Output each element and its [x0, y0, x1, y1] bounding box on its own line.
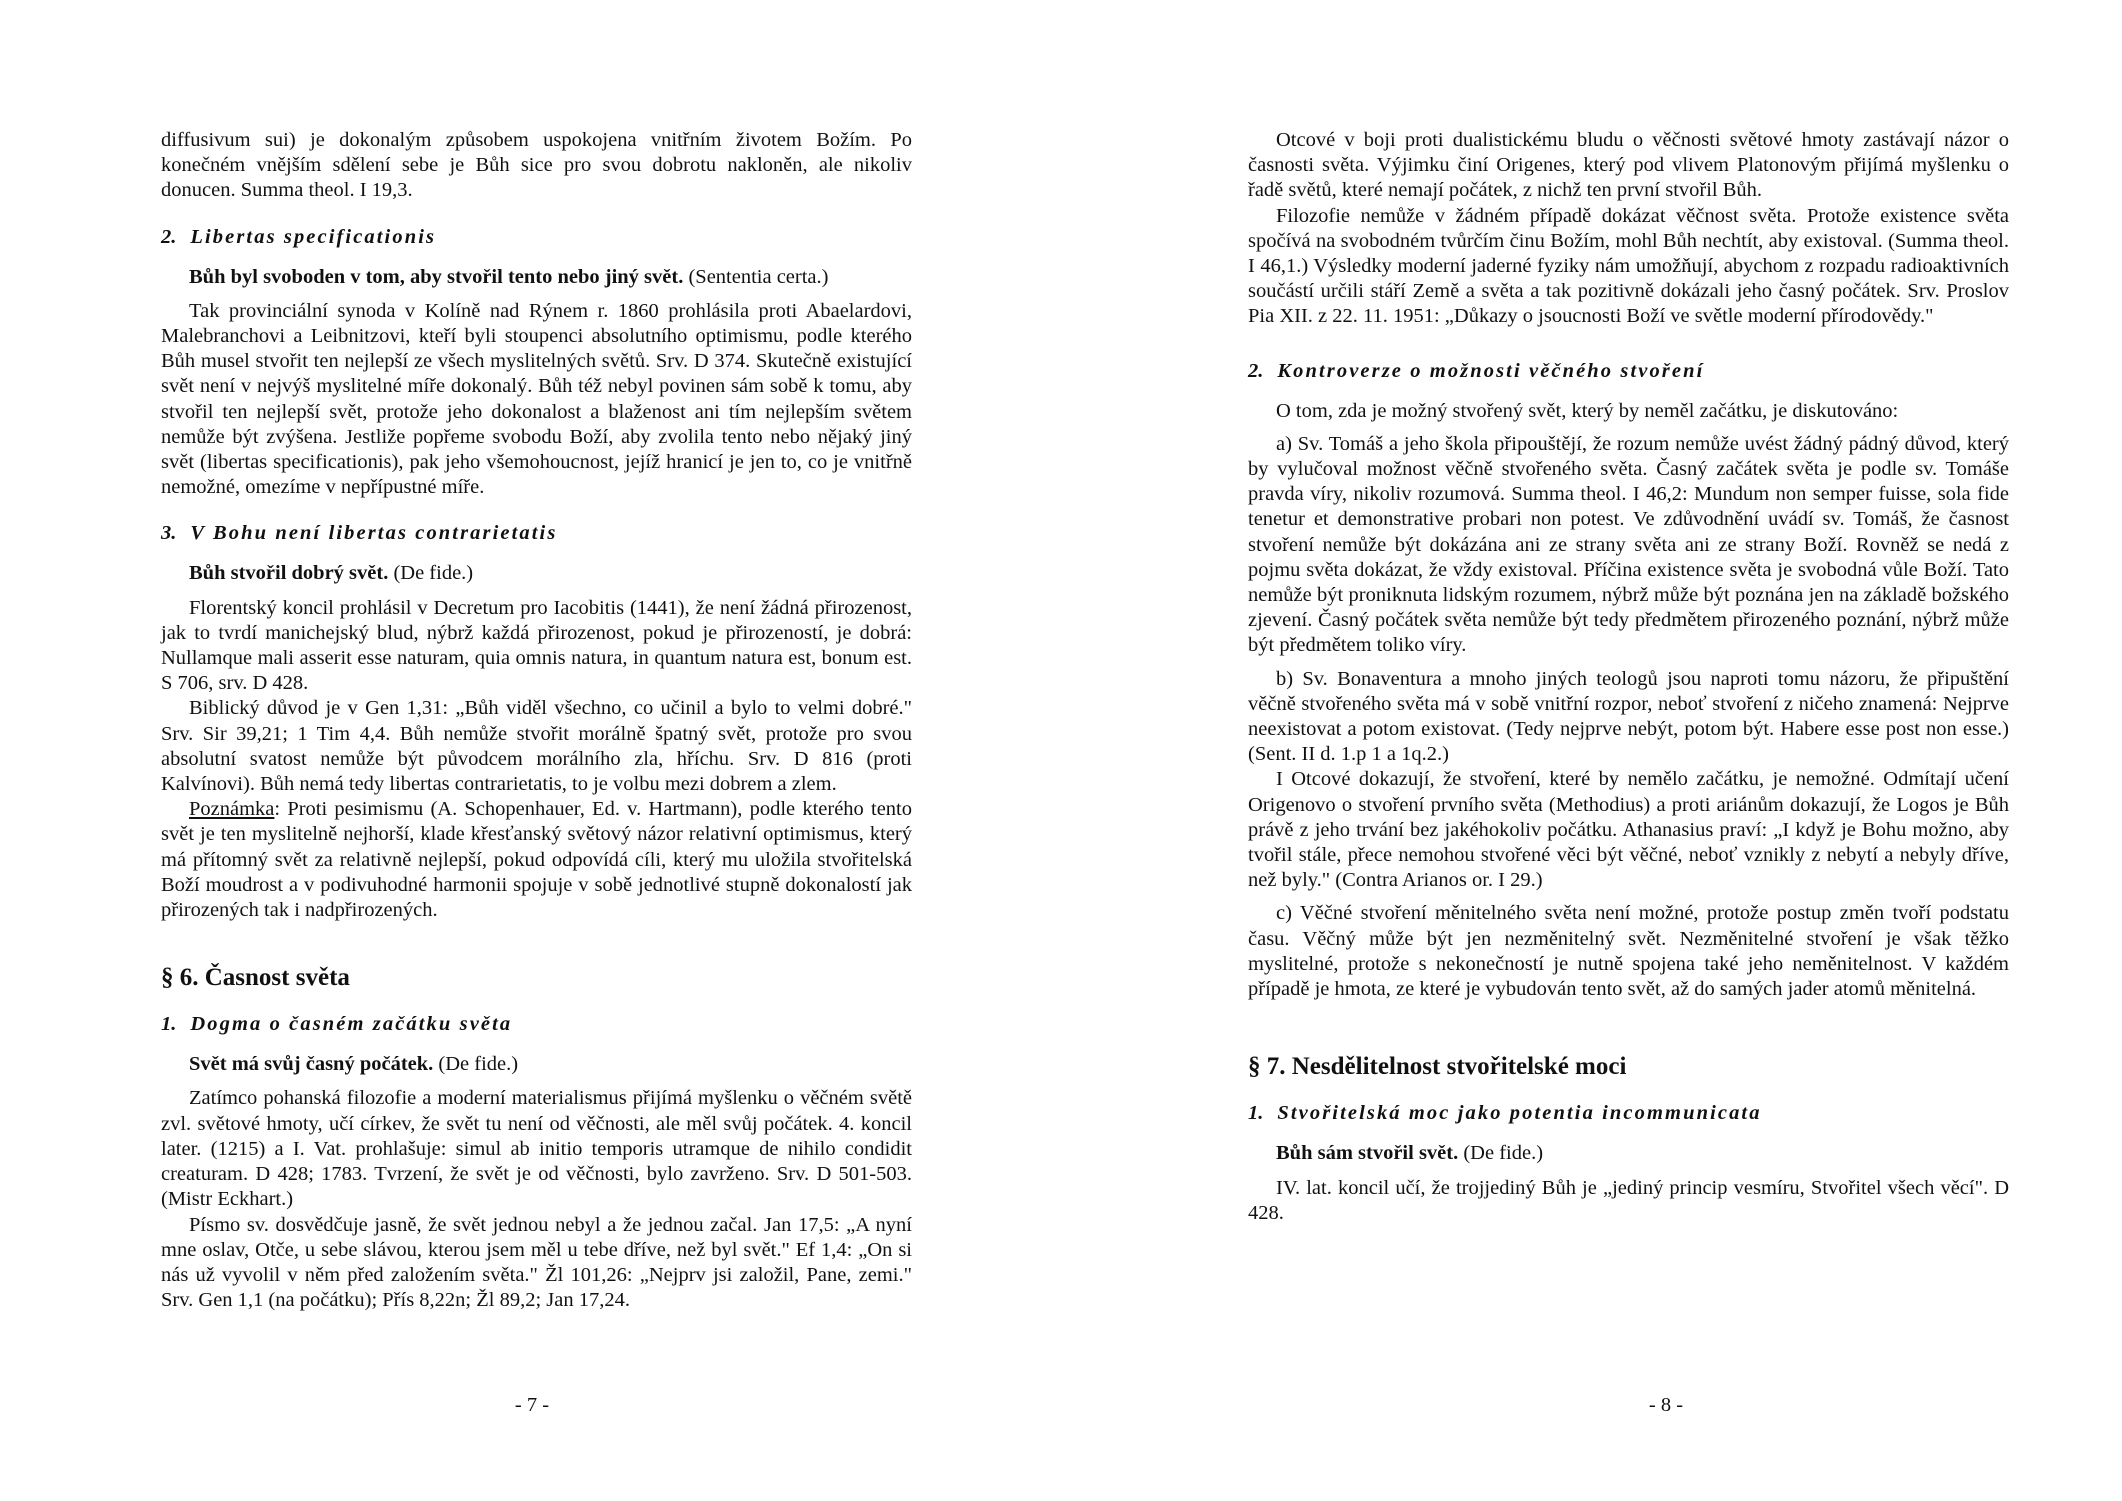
- thesis-certainty: (Sententia certa.): [683, 265, 829, 288]
- subheading-number: 3.: [161, 522, 177, 545]
- paragraph: IV. lat. koncil učí, že trojjediný Bůh je „jediný princip vesmíru, Stvořitel všech věcí". D 428.: [1248, 1176, 2009, 1224]
- thesis-certainty: (De fide.): [433, 1053, 519, 1076]
- paragraph: Florentský koncil prohlásil v Decretum pro Iacobitis (1441), že není žádná přirozenost, jak to tvrdí manichejský blud, nýbrž každá přirozenost, pokud je přirozeností, je dobrá: Nullamque mali asserit esse naturam, quia omnis natura, in quantum natura est, bonum est. S 706, srv. D 428.: [161, 596, 912, 695]
- subheading: [161, 522, 912, 545]
- right-page: [1061, 0, 2122, 1501]
- subheading: [161, 1013, 912, 1036]
- page-number: - 8 -: [1648, 1394, 1684, 1416]
- paragraph: diffusivum sui) je dokonalým způsobem uspokojena vnitřním životem Božím. Po konečném vnějším sdělení sebe je Bůh sice pro svou dobrotu nakloněn, ale nikoliv donucen. Summa theol. I 19,3.: [161, 129, 912, 202]
- paragraph: Tak provinciální synoda v Kolíně nad Rýnem r. 1860 prohlásila proti Abaelardovi, Malebranchovi a Leibnitzovi, kteří byli stoupenci absolutního optimismu, podle kterého Bůh musel stvořit ten nejlepší ze všech myslitelných světů. Srv. D 374. Skutečně existující svět není v nejvýš myslitelné míře dokonalý. Bůh též nebyl povinen sám sobě k tomu, aby stvořil ten nejlepší svět, protože jeho dokonalost a blaženost ani tím nejlepším světem nemůže být zvýšena. Jestliže popřeme svobodu Boží, aby zvolila tento nebo nějaký jiný svět (libertas specificationis), pak jeho všemohoucnost, jejíž hranicí je jen to, co je vnitřně nemožné, omezíme v nepřípustné míře.: [161, 299, 912, 499]
- subheading-title: Libertas specificationis: [190, 225, 437, 248]
- paragraph: Písmo sv. dosvědčuje jasně, že svět jednou nebyl a že jednou začal. Jan 17,5: „A nyní mne oslav, Otče, u sebe slávou, kterou jsem měl u tebe dříve, než byl svět." Ef 1,4: „On si nás už vyvolil v něm před založením světa." Žl 101,26: „Nejprv jsi založil, Pane, zemi." Srv. Gen 1,1 (na počátku); Přís 8,22n; Žl 89,2; Jan 17,24.: [161, 1213, 912, 1312]
- thesis-statement: Bůh stvořil dobrý svět.: [189, 562, 389, 585]
- subheading: [161, 226, 912, 249]
- section-heading: § 7. Nesdělitelnost stvořitelské moci: [1248, 1053, 1627, 1081]
- paragraph: c) Věčné stvoření měnitelného světa není možné, protože postup změn tvoří podstatu času. Věčný může být jen nezměnitelný svět. Nezměnitelné stvoření je však těžko myslitelné, protože s nekonečností je nutně spojena také jeho neměnitelnost. V každém případě je hmota, ze které je vybudován tento svět, až do samých jader atomů měnitelná.: [1248, 902, 2009, 1001]
- left-text-column: [161, 128, 912, 1313]
- paragraph: Biblický důvod je v Gen 1,31: „Bůh viděl všechno, co učinil a bylo to velmi dobré." Srv. Sir 39,21; 1 Tim 4,4. Bůh nemůže stvořit morálně špatný svět, protože pro svou absolutní svatost nemůže být původcem morálního zla, hříchu. Srv. D 816 (proti Kalvínovi). Bůh nemá tedy libertas contrarietatis, to je volbu mezi dobrem a zlem.: [161, 697, 912, 796]
- subheading-number: 2.: [1248, 359, 1264, 382]
- paragraph: a) Sv. Tomáš a jeho škola připouštějí, že rozum nemůže uvést žádný pádný důvod, který by vylučoval možnost věčně stvořeného světa. Časný začátek světa je podle sv. Tomáše pravda víry, nikoliv rozumová. Summa theol. I 46,2: Mundum non semper fuisse, sola fide tenetur et demonstrative probari non potest. Ve zdůvodnění uvádí sv. Tomáš, že časnost stvoření nemůže být dokázána ani ze strany světa ani ze strany Boží. Rovněž se nedá z pojmu světa dokázat, že vždy existoval. Příčina existence světa je svobodná vůle Boží. Tato nemůže být proniknuta lidským rozumem, nýbrž může být poznána jen na základě božského zjevení. Časný počátek světa nemůže být tedy předmětem přirozeného poznání, nýbrž může být předmětem toliko víry.: [1248, 432, 2009, 657]
- paragraph: Zatímco pohanská filozofie a moderní materialismus přijímá myšlenku o věčném světě zvl. světové hmoty, učí církev, že svět tu není od věčnosti, ale měl svůj počátek. 4. koncil later. (1215) a I. Vat. prohlašuje: simul ab initio temporis utramque de nihilo condidit creaturam. D 428; 1783. Tvrzení, že svět je od věčnosti, bylo zavrženo. Srv. D 501-503. (Mistr Eckhart.): [161, 1087, 912, 1211]
- subheading: [1248, 360, 2009, 383]
- thesis-certainty: (De fide.): [1458, 1142, 1544, 1165]
- thesis-statement: Bůh byl svoboden v tom, aby stvořil tento nebo jiný svět.: [189, 265, 684, 288]
- paragraph: Otcové v boji proti dualistickému bludu o věčnosti světové hmoty zastávají názor o časnosti světa. Výjimku činí Origenes, který pod vlivem Platonovým přijímá myšlenku o řadě světů, které nemají počátek, z nichž ten první stvořil Bůh.: [1248, 129, 2009, 202]
- section-heading: § 6. Časnost světa: [161, 964, 350, 992]
- subheading-number: 1.: [1248, 1102, 1264, 1125]
- paragraph: I Otcové dokazují, že stvoření, které by nemělo začátku, je nemožné. Odmítají učení Origenovo o stvoření prvního světa (Methodius) a proti ariánům dokazují, že Logos je Bůh právě z jeho trvání bez jakéhokoliv počátku. Athanasius praví: „I když je Bohu možno, aby tvořil stále, přece nemohou stvořené věci být věčné, neboť vznikly z nebytí a nebyly dříve, než byly." (Contra Arianos or. I 29.): [1248, 768, 2009, 892]
- note-text: : Proti pesimismu (A. Schopenhauer, Ed. v. Hartmann), podle kterého tento svět je ten myslitelně nejhorší, klade křesťanský světový názor relativní optimismus, který má přítomný svět za relativně nejlepší, pokud odpovídá cíli, který mu uložila stvořitelská Boží moudrost a v podivuhodné harmonii spojuje v sobě jednotlivé stupně dokonalostí jak přirozených tak i nadpřirozených.: [161, 798, 912, 922]
- thesis-statement: Svět má svůj časný počátek.: [189, 1053, 434, 1076]
- thesis: [161, 561, 912, 586]
- paragraph: b) Sv. Bonaventura a mnoho jiných teologů jsou naproti tomu názoru, že připuštění věčně stvořeného světa má v sobě vnitřní rozpor, neboť stvoření z ničeho znamená: Nejprve neexistovat a potom existovat. (Tedy nejprve nebýt, potom být. Habere esse post non esse.) (Sent. II d. 1.p 1 a 1q.2.): [1248, 667, 2009, 766]
- note-label: Poznámka: [189, 798, 275, 821]
- thesis: [1248, 1141, 2009, 1166]
- subheading: [1248, 1102, 2009, 1125]
- page-number: - 7 -: [514, 1394, 550, 1416]
- right-text-column: [1248, 128, 2009, 1226]
- subheading-title: V Bohu není libertas contrarietatis: [190, 522, 558, 545]
- thesis: [161, 1052, 912, 1077]
- thesis-statement: Bůh sám stvořil svět.: [1276, 1142, 1459, 1165]
- subheading-number: 2.: [161, 225, 177, 248]
- paragraph: Filozofie nemůže v žádném případě dokázat věčnost světa. Protože existence světa spočívá na svobodném tvůrčím činu Božím, mohl Bůh nechtít, aby existoval. (Summa theol. I 46,1.) Výsledky moderní jaderné fyziky nám umožňují, abychom z rozpadu radioaktivních součástí určili stáří Země a světa a tak pozitivně dokázali jeho časný počátek. Srv. Proslov Pia XII. z 22. 11. 1951: „Důkazy o jsoucnosti Boží ve světle moderní přírodovědy.": [1248, 204, 2009, 328]
- subheading-title: Dogma o časném začátku světa: [190, 1013, 513, 1036]
- subheading-title: Kontroverze o možnosti věčného stvoření: [1277, 359, 1705, 382]
- thesis: [161, 265, 912, 290]
- thesis-certainty: (De fide.): [388, 562, 474, 585]
- subheading-number: 1.: [161, 1013, 177, 1036]
- subheading-title: Stvořitelská moc jako potentia incommunicata: [1277, 1102, 1762, 1125]
- note-paragraph: [161, 797, 912, 923]
- paragraph: O tom, zda je možný stvořený svět, který by neměl začátku, je diskutováno:: [1276, 399, 1899, 422]
